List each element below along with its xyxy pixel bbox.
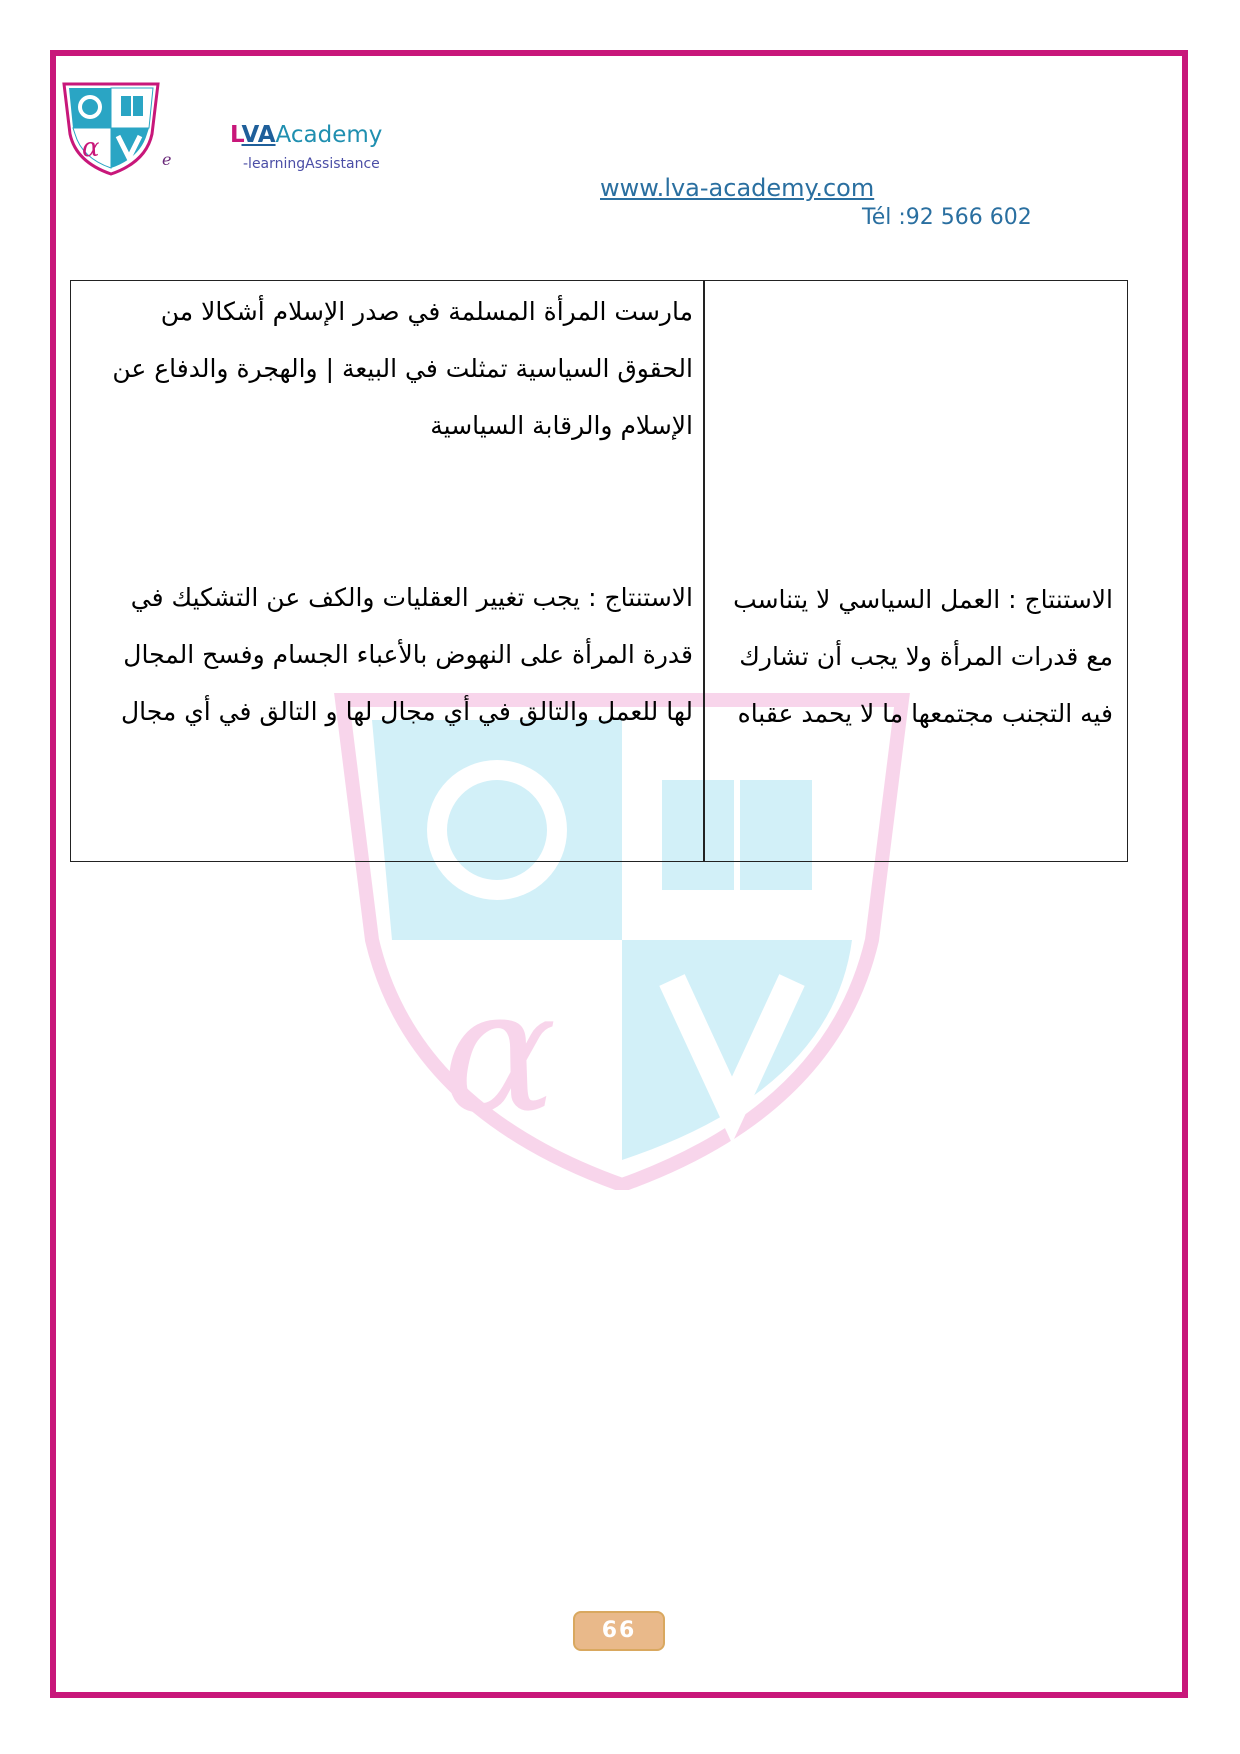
right-column-conclusion: الاستنتاج : العمل السياسي لا يتناسب مع قدرات المرأة ولا يجب أن تشارك فيه التجنب مجتمعها ما لا يحمد عقباه	[733, 585, 1113, 728]
logo-e-mark: e	[162, 150, 172, 169]
lva-logo-icon	[58, 80, 164, 176]
brand-l: L	[230, 122, 242, 148]
website-link[interactable]: www.lva-academy.com	[600, 174, 875, 202]
comparison-table	[70, 280, 1128, 862]
brand-tagline: -learningAssistance	[243, 156, 380, 172]
left-column-conclusion: الاستنتاج : يجب تغيير العقليات والكف عن التشكيك في قدرة المرأة على النهوض بالأعباء الجسام وفسح المجال لها للعمل والتالق في أي مجال لها و التالق في أي مجال	[120, 583, 693, 726]
svg-text:α: α	[82, 133, 100, 163]
brand-va: VA	[241, 122, 276, 148]
column-divider	[703, 281, 705, 861]
page-number-badge: 66	[573, 1611, 665, 1651]
left-column-description: مارست المرأة المسلمة في صدر الإسلام أشكالا من الحقوق السياسية تمثلت في البيعة | والهجرة والدفاع عن الإسلام والرقابة السياسية	[112, 297, 693, 440]
brand-name	[230, 122, 382, 148]
brand-academy: Academy	[275, 122, 383, 148]
svg-text:α: α	[442, 953, 557, 1151]
phone-number: Tél :92 566 602	[862, 205, 1032, 230]
